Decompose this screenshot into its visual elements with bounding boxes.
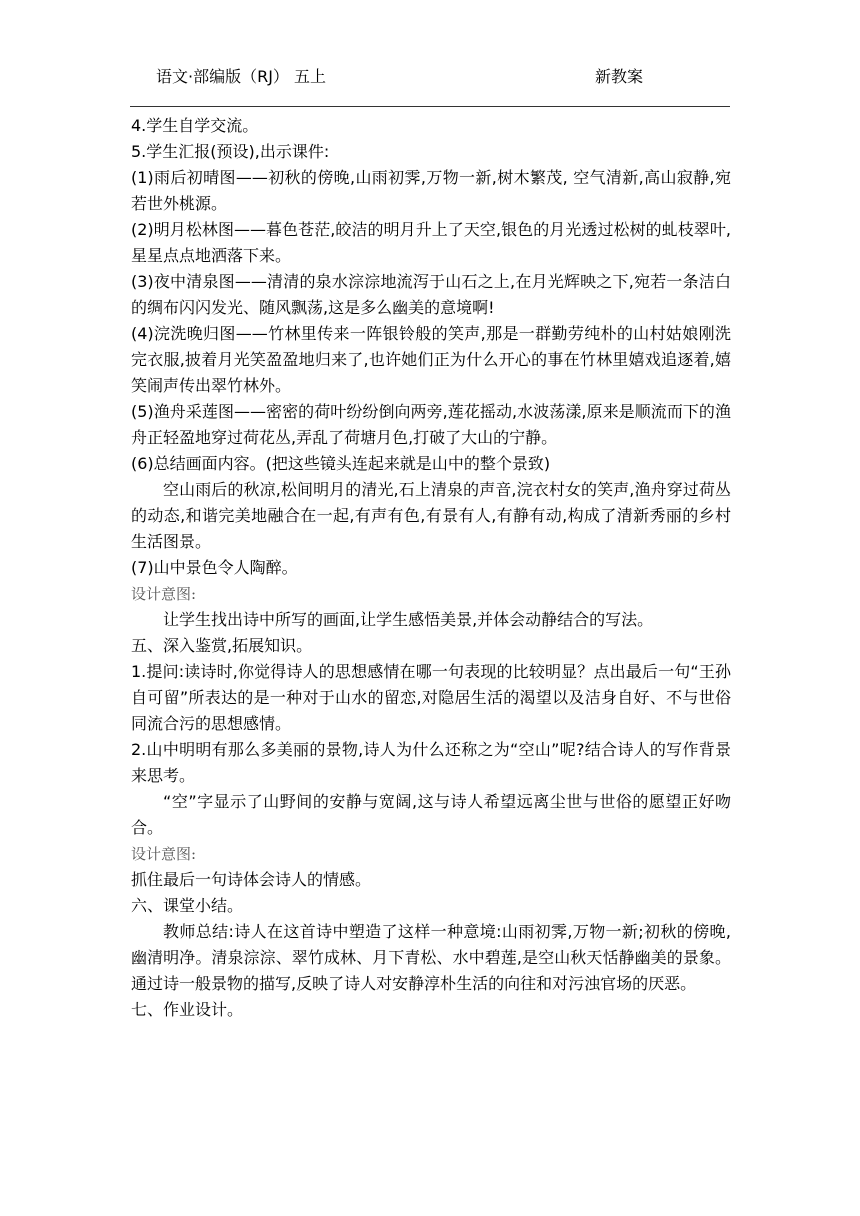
answer-2: “空”字显示了山野间的安静与宽阔,这与诗人希望远离尘世与世俗的愿望正好吻合。 [131, 792, 731, 837]
question-2: 2.山中明明有那么多美丽的景物,诗人为什么还称之为“空山”呢?结合诗人的写作背景来思考。 [131, 740, 731, 785]
scene-3: (3)夜中清泉图——清清的泉水淙淙地流泻于山石之上,在月光辉映之下,宛若一条洁白的绸布闪闪发光、随风飘荡,这是多么幽美的意境啊! [131, 272, 731, 317]
summary-paragraph: 空山雨后的秋凉,松间明月的清光,石上清泉的声音,浣衣村女的笑声,渔舟穿过荷丛的动态,和谐完美地融合在一起,有声有色,有景有人,有静有动,构成了清新秀丽的乡村生活图景。 [131, 480, 731, 551]
scene-1: (1)雨后初晴图——初秋的傍晚,山雨初霁,万物一新,树木繁茂, 空气清新,高山寂静,宛若世外桃源。 [131, 168, 731, 213]
design-intent-text: 让学生找出诗中所写的画面,让学生感悟美景,并体会动静结合的写法。 [163, 610, 654, 629]
design-intent-label-2: 设计意图: [131, 845, 197, 863]
scene-7: (7)山中景色令人陶醉。 [131, 558, 298, 577]
step-5: 5.学生汇报(预设),出示课件: [131, 142, 330, 161]
design-intent-text-2: 抓住最后一句诗体会诗人的情感。 [131, 870, 372, 889]
step-4: 4.学生自学交流。 [131, 116, 259, 135]
design-intent-label: 设计意图: [131, 585, 197, 603]
question-1: 1.提问:读诗时,你觉得诗人的思想感情在哪一句表现的比较明显？点出最后一句“王孙自可留”所表达的是一种对于山水的留恋,对隐居生活的渴望以及洁身自好、不与世俗同流合污的思想感情。 [131, 662, 731, 733]
document-body [131, 113, 731, 1023]
section-6-heading: 六、课堂小结。 [131, 896, 244, 915]
scene-4: (4)浣洗晚归图——竹林里传来一阵银铃般的笑声,那是一群勤劳纯朴的山村姑娘刚洗完衣服,披着月光笑盈盈地归来了,也许她们正为什么开心的事在竹林里嬉戏追逐着,嬉笑闹声传出翠竹林外。 [131, 324, 731, 395]
scene-2: (2)明月松林图——暮色苍茫,皎洁的明月升上了天空,银色的月光透过松树的虬枝翠叶,星星点点地洒落下来。 [131, 220, 731, 265]
section-7-heading: 七、作业设计。 [131, 1000, 244, 1019]
section-5-heading: 五、深入鉴赏,拓展知识。 [131, 636, 313, 655]
header-rule [130, 106, 730, 107]
teacher-summary: 教师总结:诗人在这首诗中塑造了这样一种意境:山雨初霁,万物一新;初秋的傍晚,幽清明净。清泉淙淙、翠竹成林、月下青松、水中碧莲,是空山秋天恬静幽美的景象。通过诗一般景物的描写,反映了诗人对安静淳朴生活的向往和对污浊官场的厌恶。 [131, 922, 731, 993]
scene-5: (5)渔舟采莲图——密密的荷叶纷纷倒向两旁,莲花摇动,水波荡漾,原来是顺流而下的渔舟正轻盈地穿过荷花丛,弄乱了荷塘月色,打破了大山的宁静。 [131, 402, 731, 447]
scene-summary: (6)总结画面内容。(把这些镜头连起来就是山中的整个景致) [131, 454, 551, 473]
page-header [130, 64, 730, 92]
header-doc-type: 新教案 [595, 67, 644, 86]
header-subject: 语文·部编版（RJ） 五上 [156, 67, 327, 86]
